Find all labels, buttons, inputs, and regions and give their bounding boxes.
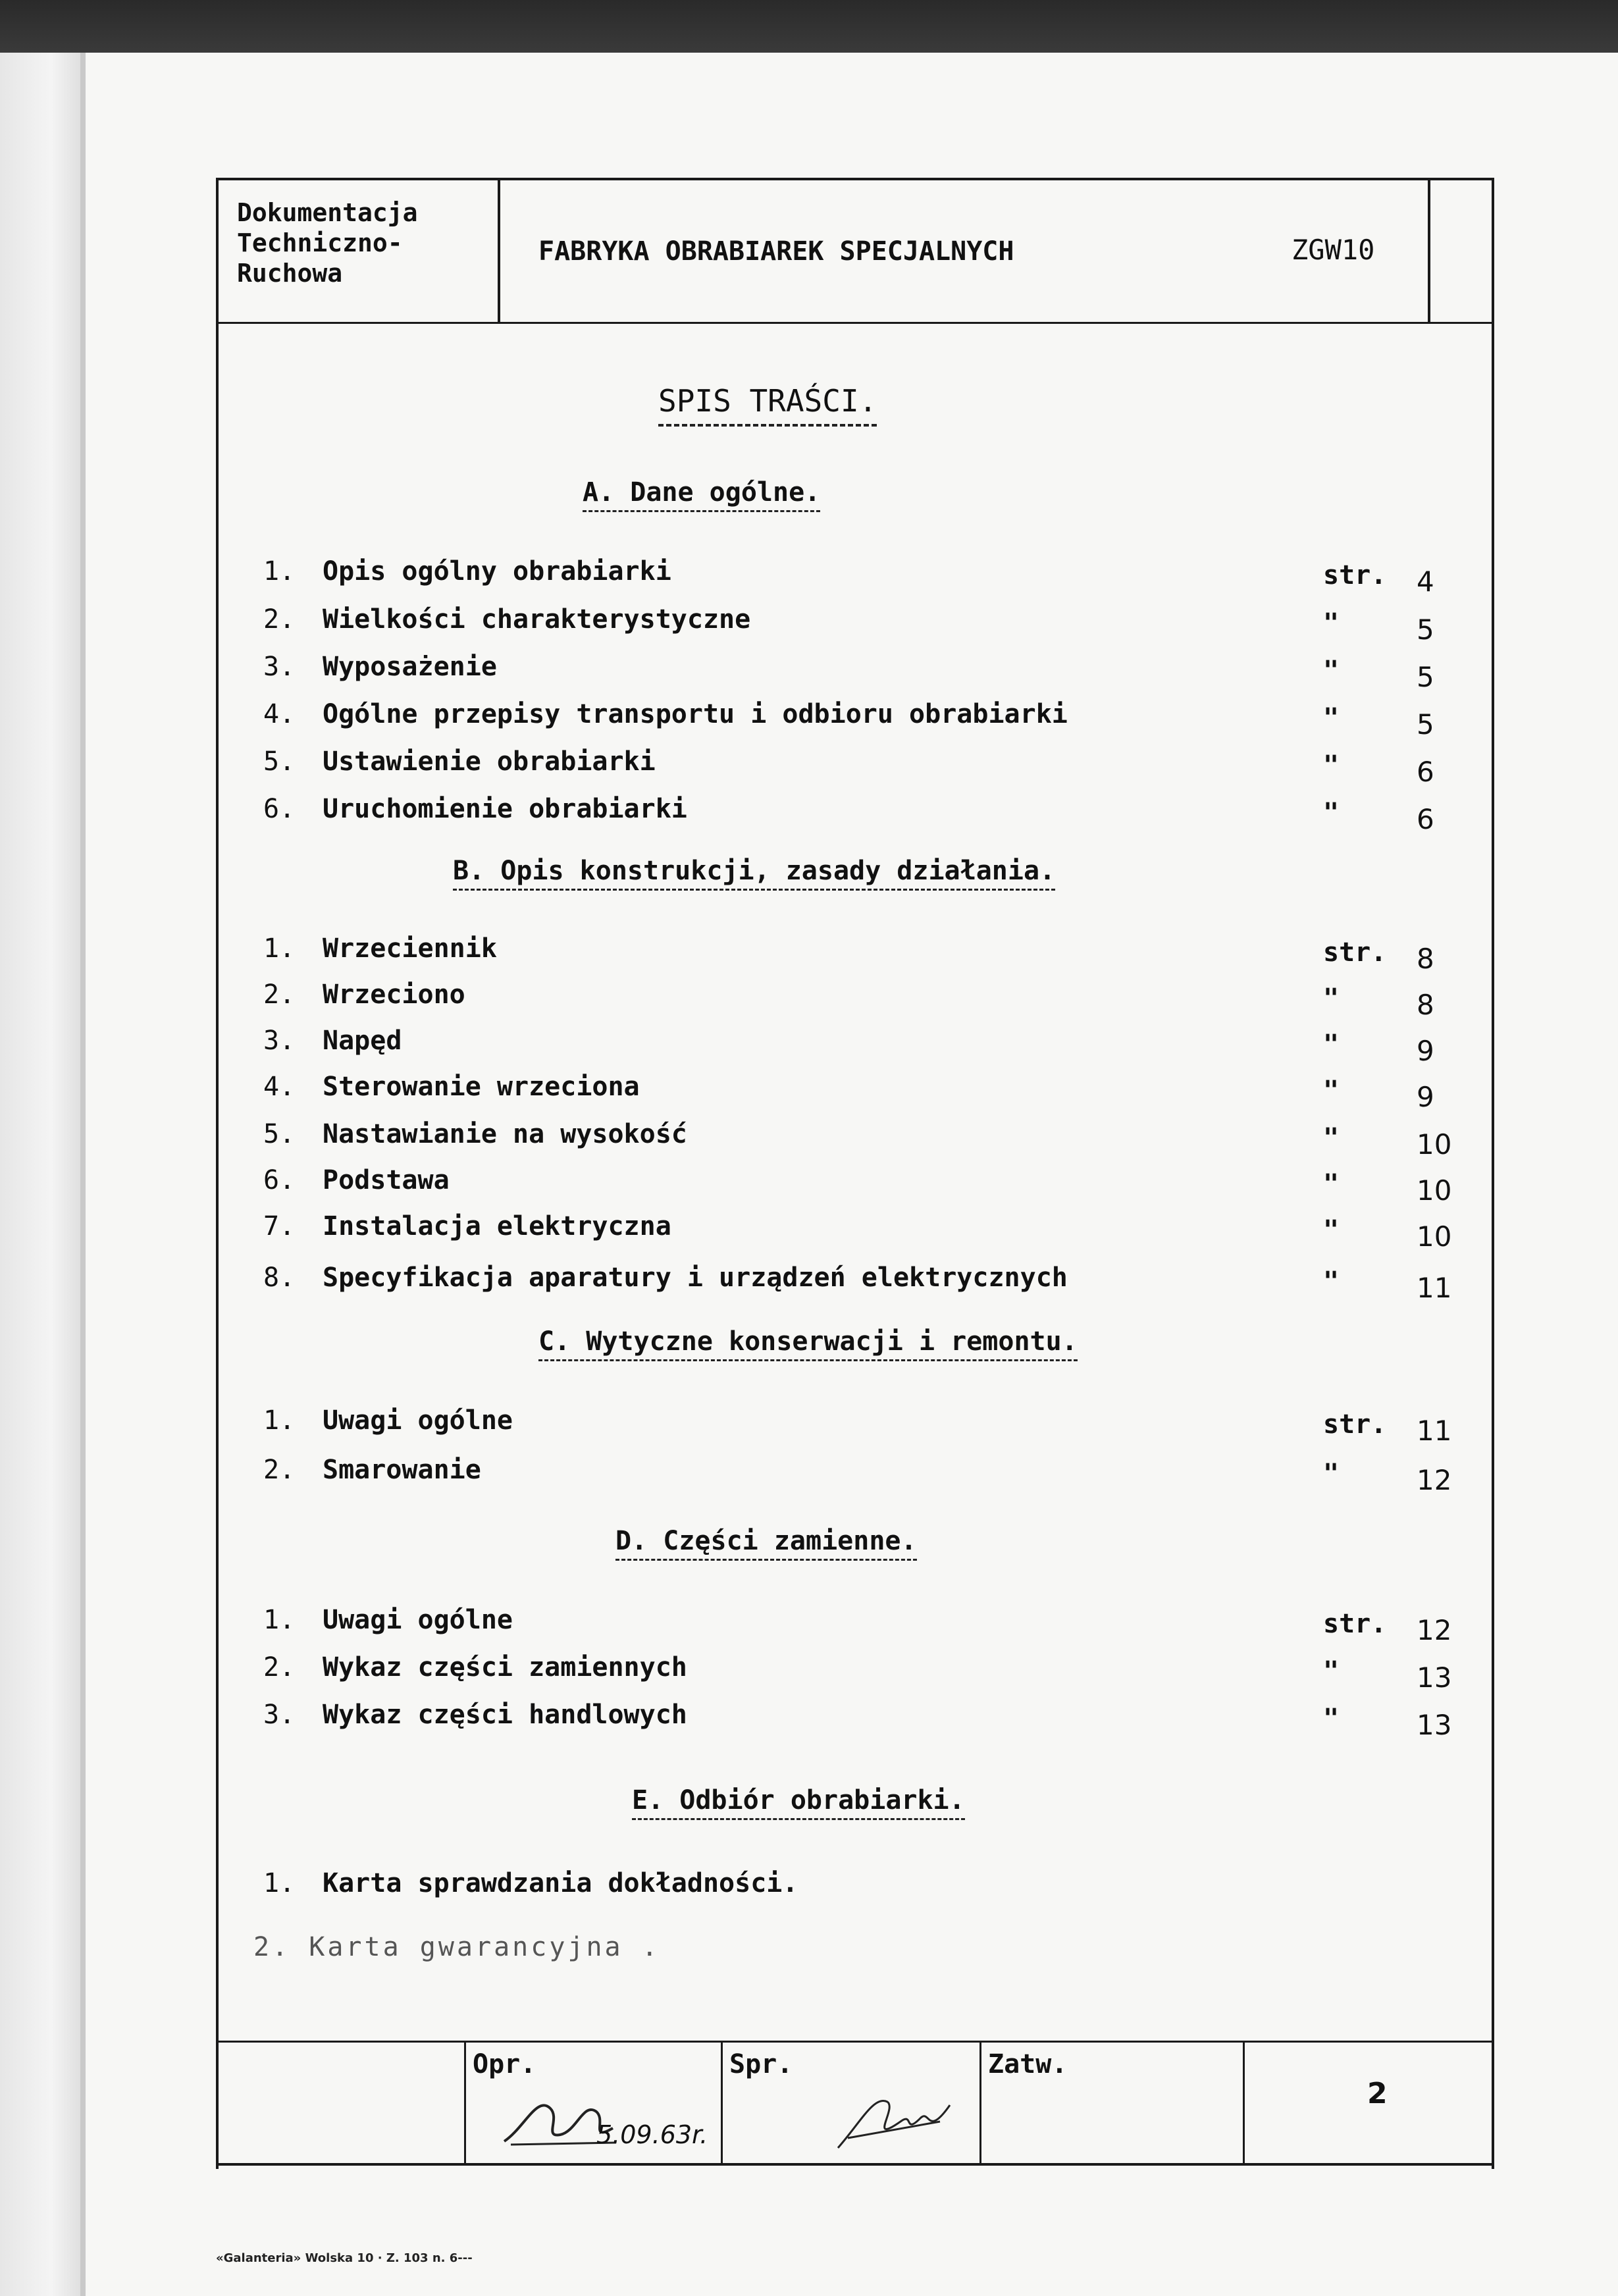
section-title-a: A. Dane ogólne.: [583, 477, 820, 508]
toc-row: 8. Specyfikacja aparatury i urządzeń elektrycznych " 11: [263, 1263, 1452, 1304]
section-title-e: E. Odbiór obrabiarki.: [632, 1785, 965, 1815]
toc-row: 1. Karta sprawdzania dokładności.: [263, 1868, 798, 1898]
spr-label: Spr.: [729, 2049, 793, 2079]
document-footer: [219, 2041, 1492, 2166]
toc-row: 1. Uwagi ogólne str. 12: [263, 1605, 1452, 1646]
page-number: 2: [1367, 2077, 1388, 2110]
header-doc-type: [219, 180, 500, 322]
header-code: ZGW10: [1292, 234, 1375, 266]
faint-toc-line: 2. Karta gwarancyjna .: [253, 1932, 660, 1962]
toc-row: 6. Uruchomienie obrabiarki " 6: [263, 794, 1434, 835]
scan-page-edge: [80, 53, 86, 2296]
zatw-label: Zatw.: [988, 2049, 1068, 2079]
scan-left-margin: [0, 53, 86, 2296]
footer-spr-cell: [723, 2043, 981, 2163]
header-doc-type-line: Techniczno-: [237, 228, 403, 257]
toc-row: 3. Wykaz części handlowych " 13: [263, 1700, 1452, 1741]
opr-date: 5.09.63r.: [596, 2120, 708, 2149]
toc-row: 2. Wrzeciono " 8: [263, 979, 1434, 1021]
toc-row: 5. Ustawienie obrabiarki " 6: [263, 746, 1434, 788]
footer-blank-cell: [219, 2043, 466, 2163]
header-doc-type-line: Dokumentacja: [237, 198, 418, 227]
toc-row: 2. Smarowanie " 12: [263, 1455, 1452, 1496]
spr-signature: [828, 2082, 960, 2154]
printer-note: «Galanteria» Wolska 10 · Z. 103 n. 6---: [216, 2251, 473, 2265]
toc-row: 4. Ogólne przepisy transportu i odbioru obrabiarki " 5: [263, 699, 1434, 741]
toc-row: 1. Opis ogólny obrabiarki str. 4: [263, 556, 1434, 598]
toc-row: 3. Wyposażenie " 5: [263, 652, 1434, 693]
header-company-name: FABRYKA OBRABIAREK SPECJALNYCH: [538, 236, 1014, 267]
footer-opr-cell: [466, 2043, 723, 2163]
header-doc-type-line: Ruchowa: [237, 259, 343, 288]
toc-row: 7. Instalacja elektryczna " 10: [263, 1211, 1452, 1253]
header-code-cell: [1430, 180, 1509, 322]
section-title-b: B. Opis konstrukcji, zasady działania.: [453, 856, 1055, 886]
toc-row: 1. Wrzeciennik str. 8: [263, 933, 1434, 975]
section-title-d: D. Części zamienne.: [615, 1526, 917, 1556]
page-title: [658, 383, 877, 419]
toc-row: 1. Uwagi ogólne str. 11: [263, 1405, 1452, 1447]
toc-row: 2. Wielkości charakterystyczne " 5: [263, 604, 1434, 646]
page-title-text: SPIS TRAŚCI.: [658, 383, 877, 427]
toc-row: 3. Napęd " 9: [263, 1026, 1434, 1067]
opr-label: Opr.: [473, 2049, 536, 2079]
footer-zatw-cell: [981, 2043, 1245, 2163]
toc-row: 2. Wykaz części zamiennych " 13: [263, 1652, 1452, 1694]
scan-top-border: [0, 0, 1618, 53]
toc-row: 4. Sterowanie wrzeciona " 9: [263, 1072, 1434, 1113]
toc-row: 5. Nastawianie na wysokość " 10: [263, 1119, 1452, 1161]
footer-page-cell: [1245, 2043, 1493, 2163]
toc-row: 6. Podstawa " 10: [263, 1165, 1452, 1207]
section-title-c: C. Wytyczne konserwacji i remontu.: [538, 1326, 1078, 1357]
